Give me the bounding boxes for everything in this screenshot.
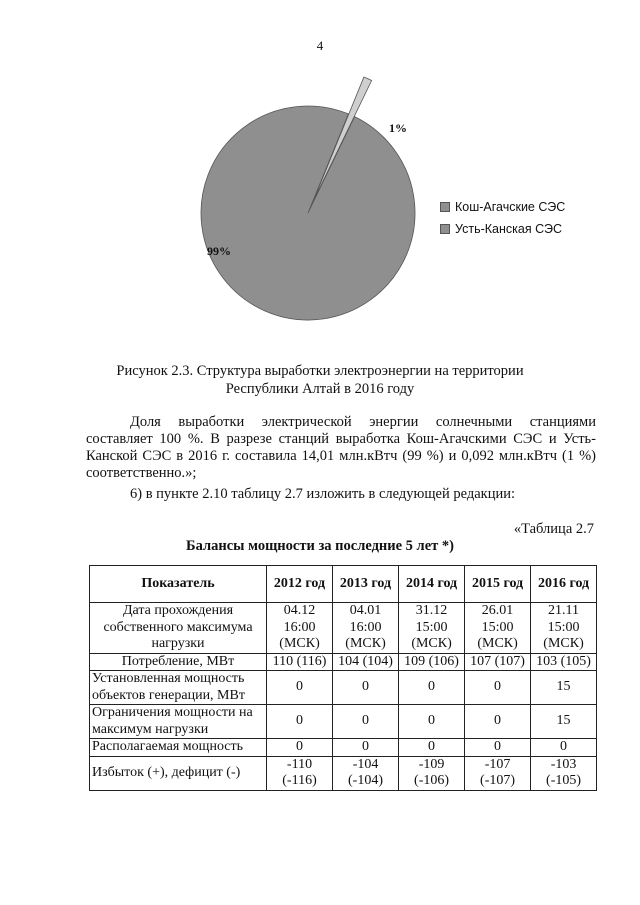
slice-label-large: 99%	[207, 244, 231, 258]
table-cell: 0	[333, 739, 399, 757]
table-cell: 21.11 15:00 (МСК)	[531, 603, 597, 654]
table-header-cell: 2015 год	[465, 566, 531, 603]
table-header-cell: 2012 год	[267, 566, 333, 603]
legend-swatch	[440, 202, 450, 212]
table-cell: 107 (107)	[465, 653, 531, 671]
row-label: Избыток (+), дефицит (-)	[90, 756, 267, 790]
table-cell: 15	[531, 671, 597, 705]
table-cell: 15	[531, 705, 597, 739]
table-row	[90, 671, 597, 705]
row-label: Потребление, МВт	[90, 653, 267, 671]
table-cell: 103 (105)	[531, 653, 597, 671]
table-cell: 0	[531, 739, 597, 757]
table-cell: 0	[333, 671, 399, 705]
table-cell: -110 (-116)	[267, 756, 333, 790]
chart-legend	[440, 196, 565, 240]
table-row	[90, 705, 597, 739]
table-cell: 26.01 15:00 (МСК)	[465, 603, 531, 654]
table-cell: 0	[465, 671, 531, 705]
legend-swatch	[440, 224, 450, 234]
table-header-row	[90, 566, 597, 603]
legend-item	[440, 196, 565, 218]
table-cell: 31.12 15:00 (МСК)	[399, 603, 465, 654]
table-cell: 0	[399, 705, 465, 739]
table-header-cell: 2013 год	[333, 566, 399, 603]
table-row	[90, 603, 597, 654]
table-cell: -107 (-107)	[465, 756, 531, 790]
table-cell: 04.12 16:00 (МСК)	[267, 603, 333, 654]
table-cell: 0	[465, 739, 531, 757]
paragraph: 6) в пункте 2.10 таблицу 2.7 изложить в следующей редакции:	[130, 486, 516, 502]
table-cell: -103 (-105)	[531, 756, 597, 790]
table-row	[90, 756, 597, 790]
table-cell: 0	[267, 705, 333, 739]
table-cell: 04.01 16:00 (МСК)	[333, 603, 399, 654]
caption-line: Рисунок 2.3. Структура выработки электроэнергии на территории	[116, 363, 524, 379]
legend-item	[440, 218, 565, 240]
table-cell: 0	[399, 739, 465, 757]
table-cell: 0	[399, 671, 465, 705]
table-cell: 0	[465, 705, 531, 739]
row-label: Дата прохождения собственного максимума нагрузки	[90, 603, 267, 654]
row-label: Располагаемая мощность	[90, 739, 267, 757]
pie-chart-svg	[0, 0, 640, 360]
table-cell: 109 (106)	[399, 653, 465, 671]
table-label: «Таблица 2.7	[513, 521, 594, 537]
slice-label-small: 1%	[389, 121, 407, 135]
legend-label: Усть-Канская СЭС	[455, 222, 562, 236]
table-cell: 0	[333, 705, 399, 739]
pie-slice-large	[201, 106, 415, 320]
table-cell: -104 (-104)	[333, 756, 399, 790]
pie-chart	[0, 0, 640, 360]
table-cell: 104 (104)	[333, 653, 399, 671]
table-cell: 110 (116)	[267, 653, 333, 671]
table-cell: 0	[267, 671, 333, 705]
paragraph: Доля выработки электрической энергии солнечными станциями составляет 100 %. В разрезе станций выработка Кош-Агачскими СЭС и Усть-Канской СЭС в 2016 г. составила 14,01 млн.кВтч (99 %) и 0,092 млн.кВтч (1 %) соответственно.»;	[86, 414, 596, 481]
figure-caption	[80, 362, 560, 398]
balance-table	[89, 565, 597, 791]
table-header-cell: Показатель	[90, 566, 267, 603]
table-cell: -109 (-106)	[399, 756, 465, 790]
table-row	[90, 739, 597, 757]
table-cell: 0	[267, 739, 333, 757]
table-header-cell: 2016 год	[531, 566, 597, 603]
row-label: Ограничения мощности на максимум нагрузки	[90, 705, 267, 739]
legend-label: Кош-Агачские СЭС	[455, 200, 566, 214]
table-header-cell: 2014 год	[399, 566, 465, 603]
page-number: 4	[316, 38, 324, 53]
caption-line: Республики Алтай в 2016 году	[225, 381, 415, 397]
table-title: Балансы мощности за последние 5 лет *)	[186, 538, 454, 554]
row-label: Установленная мощность объектов генерации, МВт	[90, 671, 267, 705]
table-row	[90, 653, 597, 671]
